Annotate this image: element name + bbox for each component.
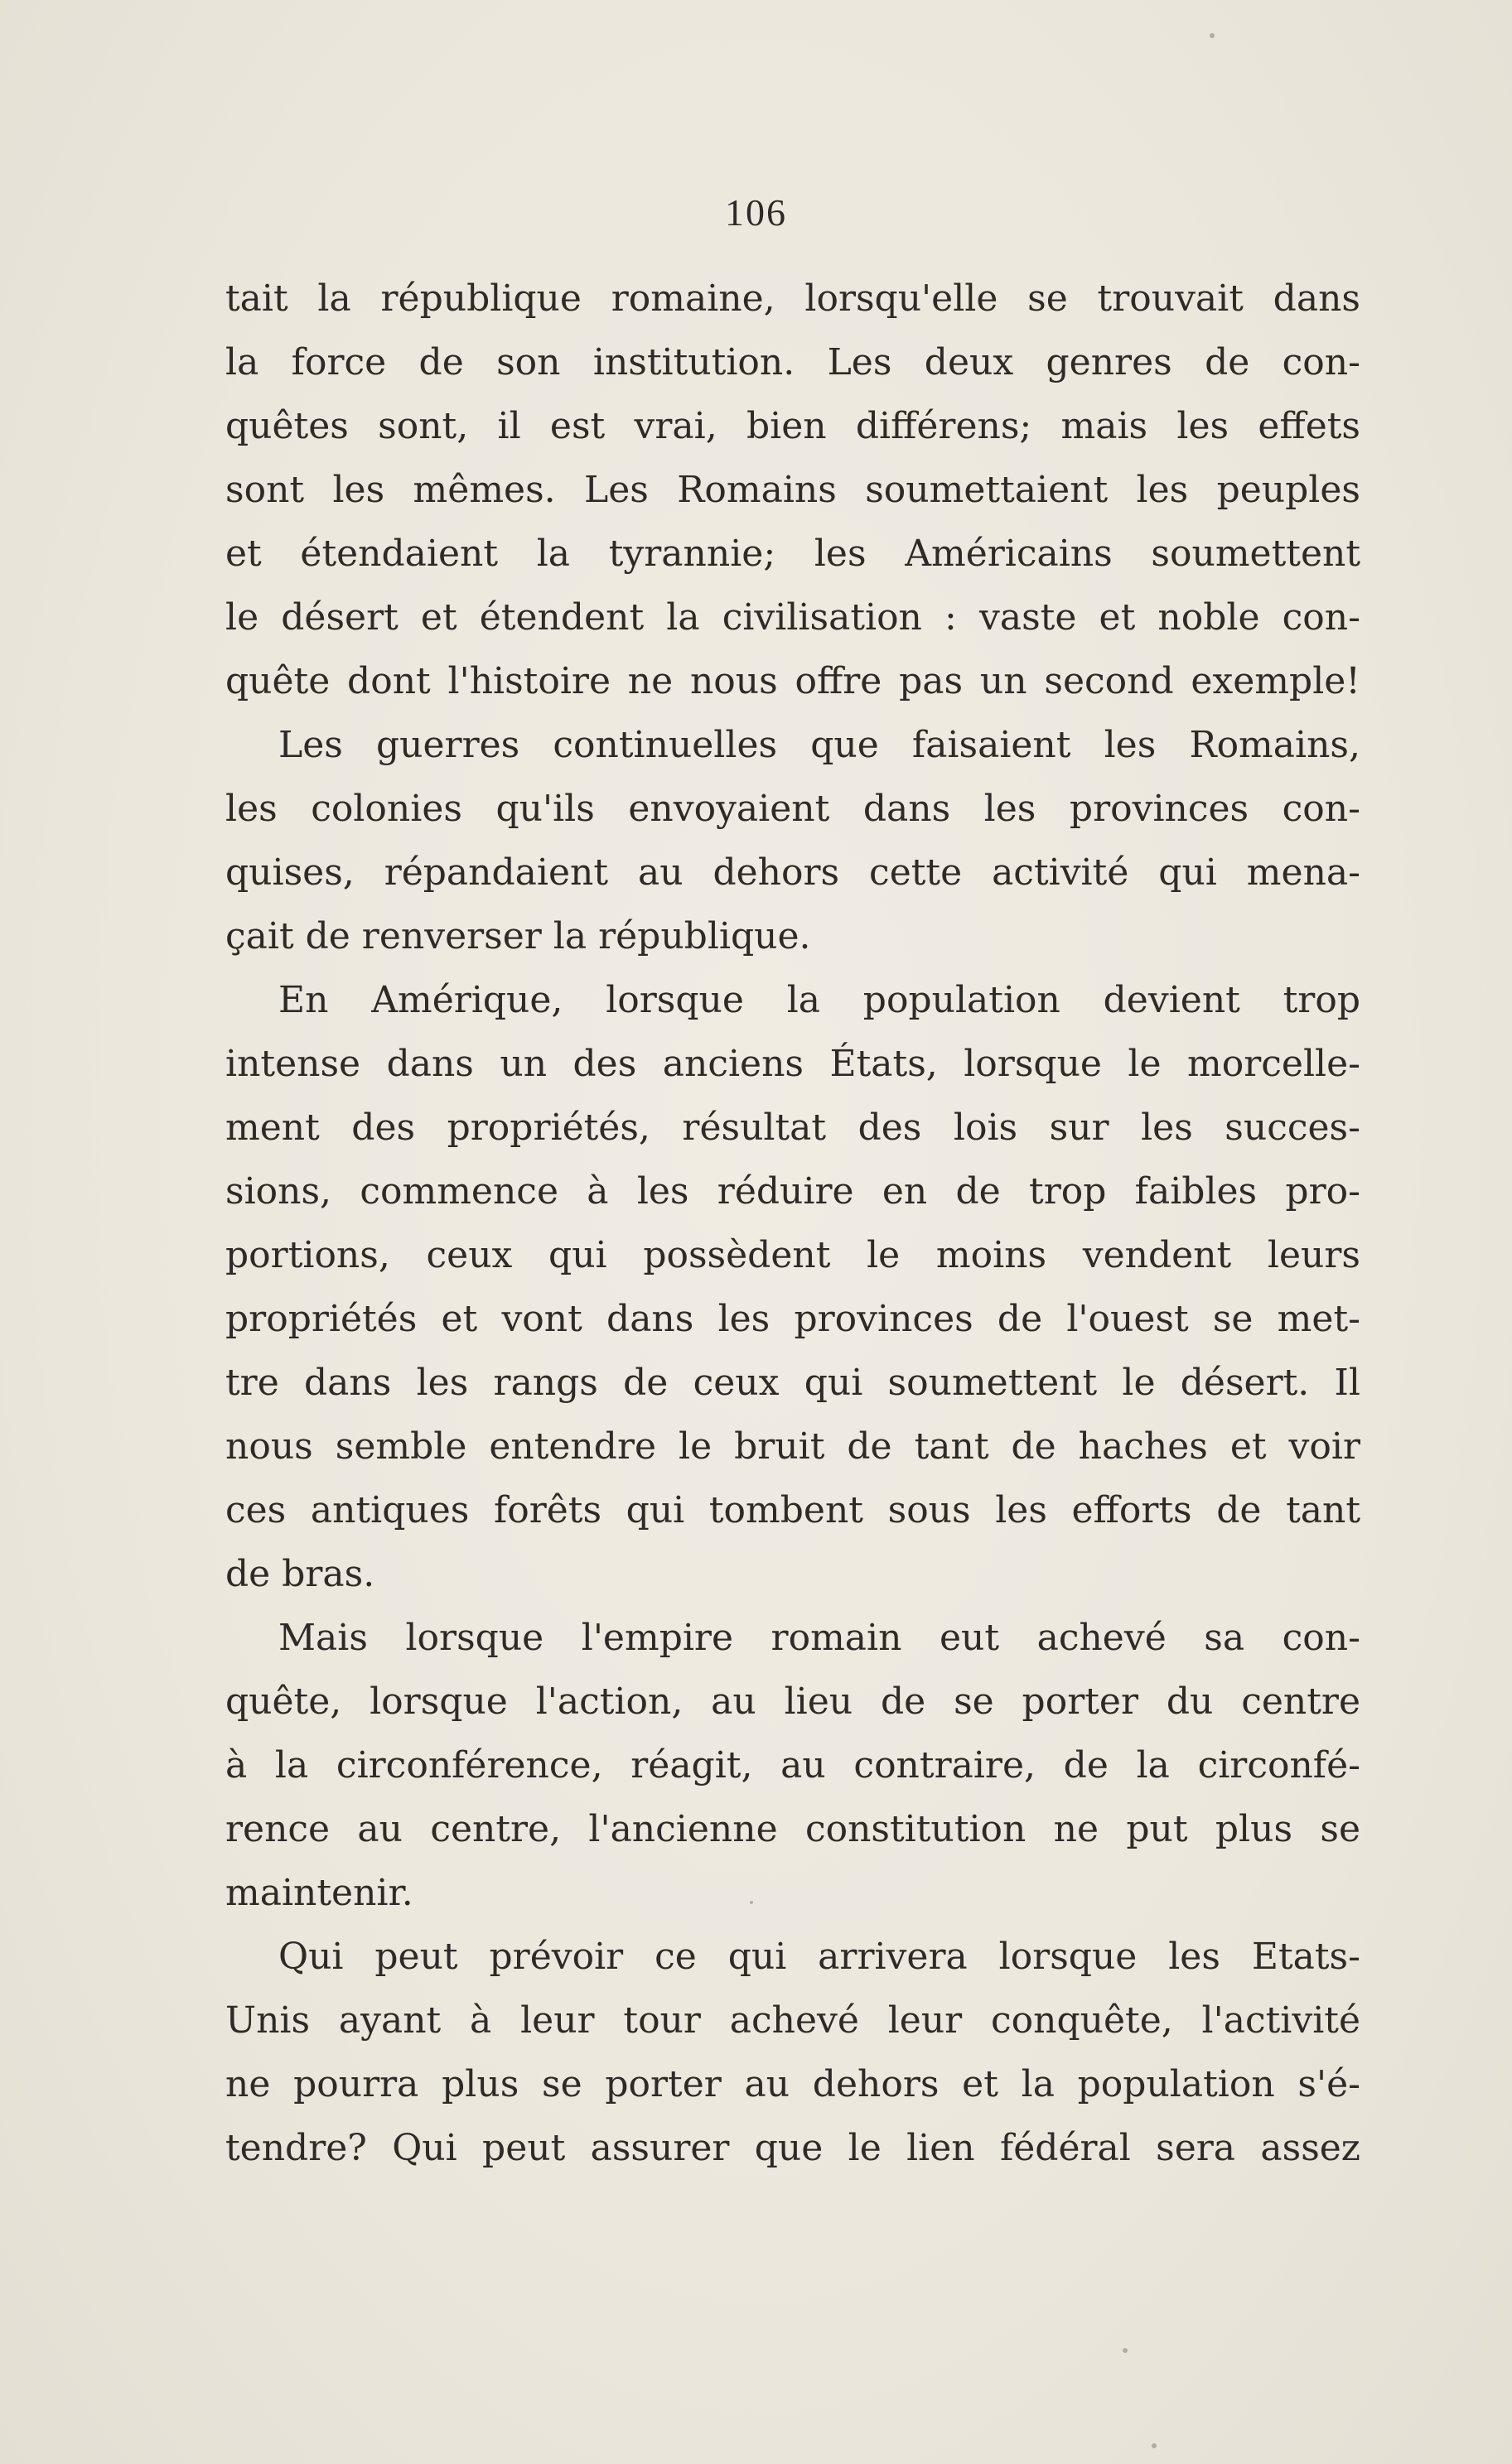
text-line: quête dont l'histoire ne nous offre pas un second exemple! bbox=[225, 660, 1360, 702]
text-line: le désert et étendent la civilisation : vaste et noble con- bbox=[225, 596, 1360, 639]
text-line: tre dans les rangs de ceux qui soumettent le désert. Il bbox=[225, 1362, 1360, 1404]
paragraph-first-line: Les guerres continuelles que faisaient les Romains, bbox=[278, 724, 1360, 766]
text-line: portions, ceux qui possèdent le moins vendent leurs bbox=[225, 1234, 1360, 1276]
text-line: nous semble entendre le bruit de tant de haches et voir bbox=[225, 1425, 1360, 1468]
paragraph-first-line: Mais lorsque l'empire romain eut achevé sa con- bbox=[278, 1617, 1360, 1659]
text-line: rence au centre, l'ancienne constitution ne put plus se bbox=[225, 1808, 1360, 1850]
paper-speck bbox=[1152, 2443, 1157, 2448]
paragraph-last-line: çait de renverser la république. bbox=[225, 915, 811, 957]
paper-speck bbox=[1210, 33, 1215, 38]
text-line: quêtes sont, il est vrai, bien différens; mais les effets bbox=[225, 405, 1360, 447]
text-line: ces antiques forêts qui tombent sous les efforts de tant bbox=[225, 1489, 1360, 1531]
paragraph-first-line: Qui peut prévoir ce qui arrivera lorsque les Etats- bbox=[278, 1936, 1360, 1978]
text-line: tait la république romaine, lorsqu'elle se trouvait dans bbox=[225, 277, 1360, 320]
body-text bbox=[225, 267, 1360, 2180]
paper-speck bbox=[1123, 2348, 1128, 2353]
text-line: sont les mêmes. Les Romains soumettaient les peuples bbox=[225, 469, 1360, 511]
text-line: quête, lorsque l'action, au lieu de se porter du centre bbox=[225, 1680, 1360, 1723]
text-line: ment des propriétés, résultat des lois sur les succes- bbox=[225, 1107, 1360, 1149]
text-line: à la circonférence, réagit, au contraire, de la circonfé- bbox=[225, 1744, 1360, 1787]
text-line: quises, répandaient au dehors cette activité qui mena- bbox=[225, 851, 1360, 894]
paper-speck bbox=[750, 1901, 753, 1904]
paragraph-first-line: En Amérique, lorsque la population devient trop bbox=[278, 979, 1360, 1021]
paragraph-last-line: maintenir. bbox=[225, 1872, 413, 1914]
text-line: propriétés et vont dans les provinces de l'ouest se met- bbox=[225, 1298, 1360, 1340]
text-line: sions, commence à les réduire en de trop faibles pro- bbox=[225, 1170, 1360, 1213]
text-line: tendre? Qui peut assurer que le lien fédéral sera assez bbox=[225, 2127, 1360, 2169]
text-line: ne pourra plus se porter au dehors et la population s'é- bbox=[225, 2063, 1360, 2105]
text-line: Unis ayant à leur tour achevé leur conquête, l'activité bbox=[225, 1999, 1360, 2042]
text-line: les colonies qu'ils envoyaient dans les provinces con- bbox=[225, 788, 1360, 830]
page-number: 106 bbox=[725, 191, 787, 234]
text-line: et étendaient la tyrannie; les Américains soumettent bbox=[225, 533, 1360, 575]
paragraph-last-line: de bras. bbox=[225, 1553, 375, 1595]
text-line: la force de son institution. Les deux genres de con- bbox=[225, 341, 1360, 383]
text-line: intense dans un des anciens États, lorsque le morcelle- bbox=[225, 1043, 1360, 1085]
